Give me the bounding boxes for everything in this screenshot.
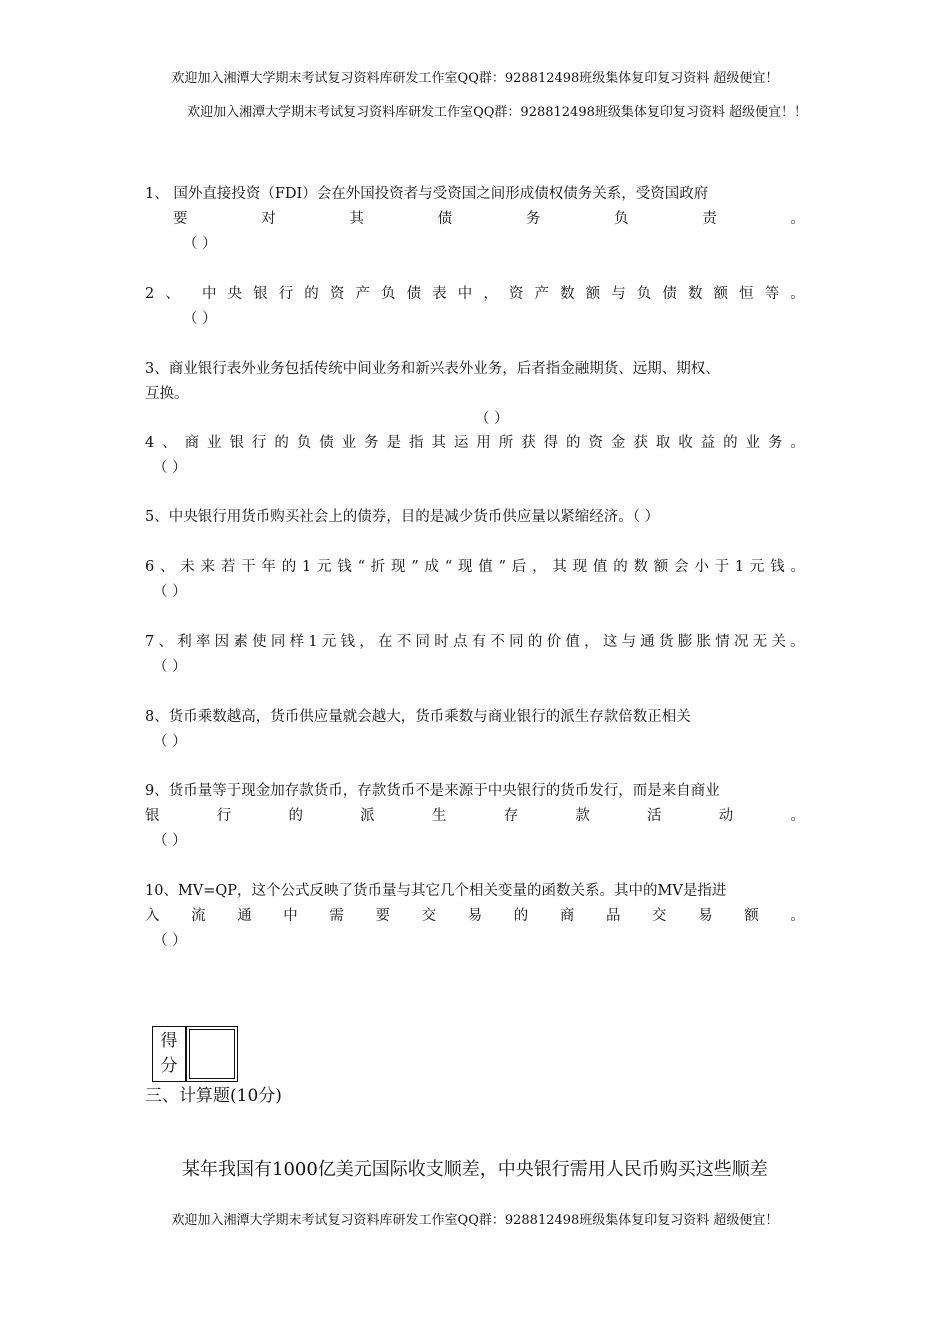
question-text-justified: 7 、 利 率 因 素 使 同 样 1 元 钱 ， 在 不 同 时 点 有 不 同 的 价 值 ， 这 与 通 货 膨 胀 情 况 无 关 。 [145,634,805,650]
answer-blank[interactable]: （ ） [475,411,509,427]
question-text: 5、中央银行用货币购买社会上的债券，目的是减少货币供应量以紧缩经济。（ ） [145,509,660,525]
question-5 [145,505,805,530]
page-header: 欢迎加入湘潭大学期末考试复习资料库研发工作室QQ群：928812498班级集体复印复习资料 超级便宜！ [171,71,779,86]
page-header-secondary: 欢迎加入湘潭大学期末考试复习资料库研发工作室QQ群：928812498班级集体复印复习资料 超级便宜！！ [187,105,807,120]
question-7 [145,630,805,680]
question-text: 3、商业银行表外业务包括传统中间业务和新兴表外业务，后者指金融期货、远期、期权、 [145,361,720,377]
score-cell[interactable] [187,1027,237,1081]
calculation-question-text: 某年我国有1000亿美元国际收支顺差，中央银行需用人民币购买这些顺差 [182,1159,768,1180]
question-text: 9、货币量等于现金加存款货币，存款货币不是来源于中央银行的货币发行，而是来自商业 [145,783,720,799]
answer-blank[interactable]: （ ） [153,460,187,476]
question-text: 8、货币乘数越高，货币供应量就会越大，货币乘数与商业银行的派生存款倍数正相关 [145,709,691,725]
question-text-justified: 4 、 商 业 银 行 的 负 债 业 务 是 指 其 运 用 所 获 得 的 资 金 获 取 收 益 的 业 务 。 [145,435,805,451]
question-8 [145,705,805,755]
answer-blank[interactable]: （ ） [153,584,187,600]
question-9 [145,779,805,854]
question-10 [145,879,805,954]
answer-blank[interactable]: （ ） [153,734,187,750]
question-text: 互换。 [145,386,189,402]
answer-blank[interactable]: （ ） [153,933,187,949]
question-text-justified: 入 流 通 中 需 要 交 易 的 商 品 交 易 额 。 [145,908,805,924]
question-6 [145,555,805,605]
question-text-justified: 6 、 未 来 若 干 年 的 1 元 钱 “ 折 现 ” 成 “ 现 值 ” 后 ， 其 现 值 的 数 额 会 小 于 1 元 钱 。 [145,559,805,575]
score-box [152,1026,238,1082]
question-text-justified: 2 、 中 央 银 行 的 资 产 负 债 表 中 ， 资 产 数 额 与 负 债 数 额 恒 等 。 [145,286,805,302]
question-text-justified: 银 行 的 派 生 存 款 活 动 。 [145,808,805,824]
section-title: 三、计算题(10分) [145,1086,282,1106]
question-2 [145,282,805,332]
answer-blank[interactable]: （ ） [183,236,217,252]
question-text-justified: 要 对 其 债 务 负 责 。 [173,211,805,227]
answer-blank[interactable]: （ ） [153,833,187,849]
page-footer: 欢迎加入湘潭大学期末考试复习资料库研发工作室QQ群：928812498班级集体复印复习资料 超级便宜！ [171,1213,779,1228]
question-4 [145,431,805,481]
question-1 [145,182,805,257]
score-label: 得 分 [153,1027,187,1081]
answer-blank[interactable]: （ ） [183,311,217,327]
question-3 [145,357,805,432]
question-text: 1、 国外直接投资（FDI）会在外国投资者与受资国之间形成债权债务关系，受资国政府 [145,186,709,202]
answer-blank[interactable]: （ ） [153,659,187,675]
question-text: 10、MV=QP，这个公式反映了货币量与其它几个相关变量的函数关系。其中的MV是指进 [145,883,727,899]
